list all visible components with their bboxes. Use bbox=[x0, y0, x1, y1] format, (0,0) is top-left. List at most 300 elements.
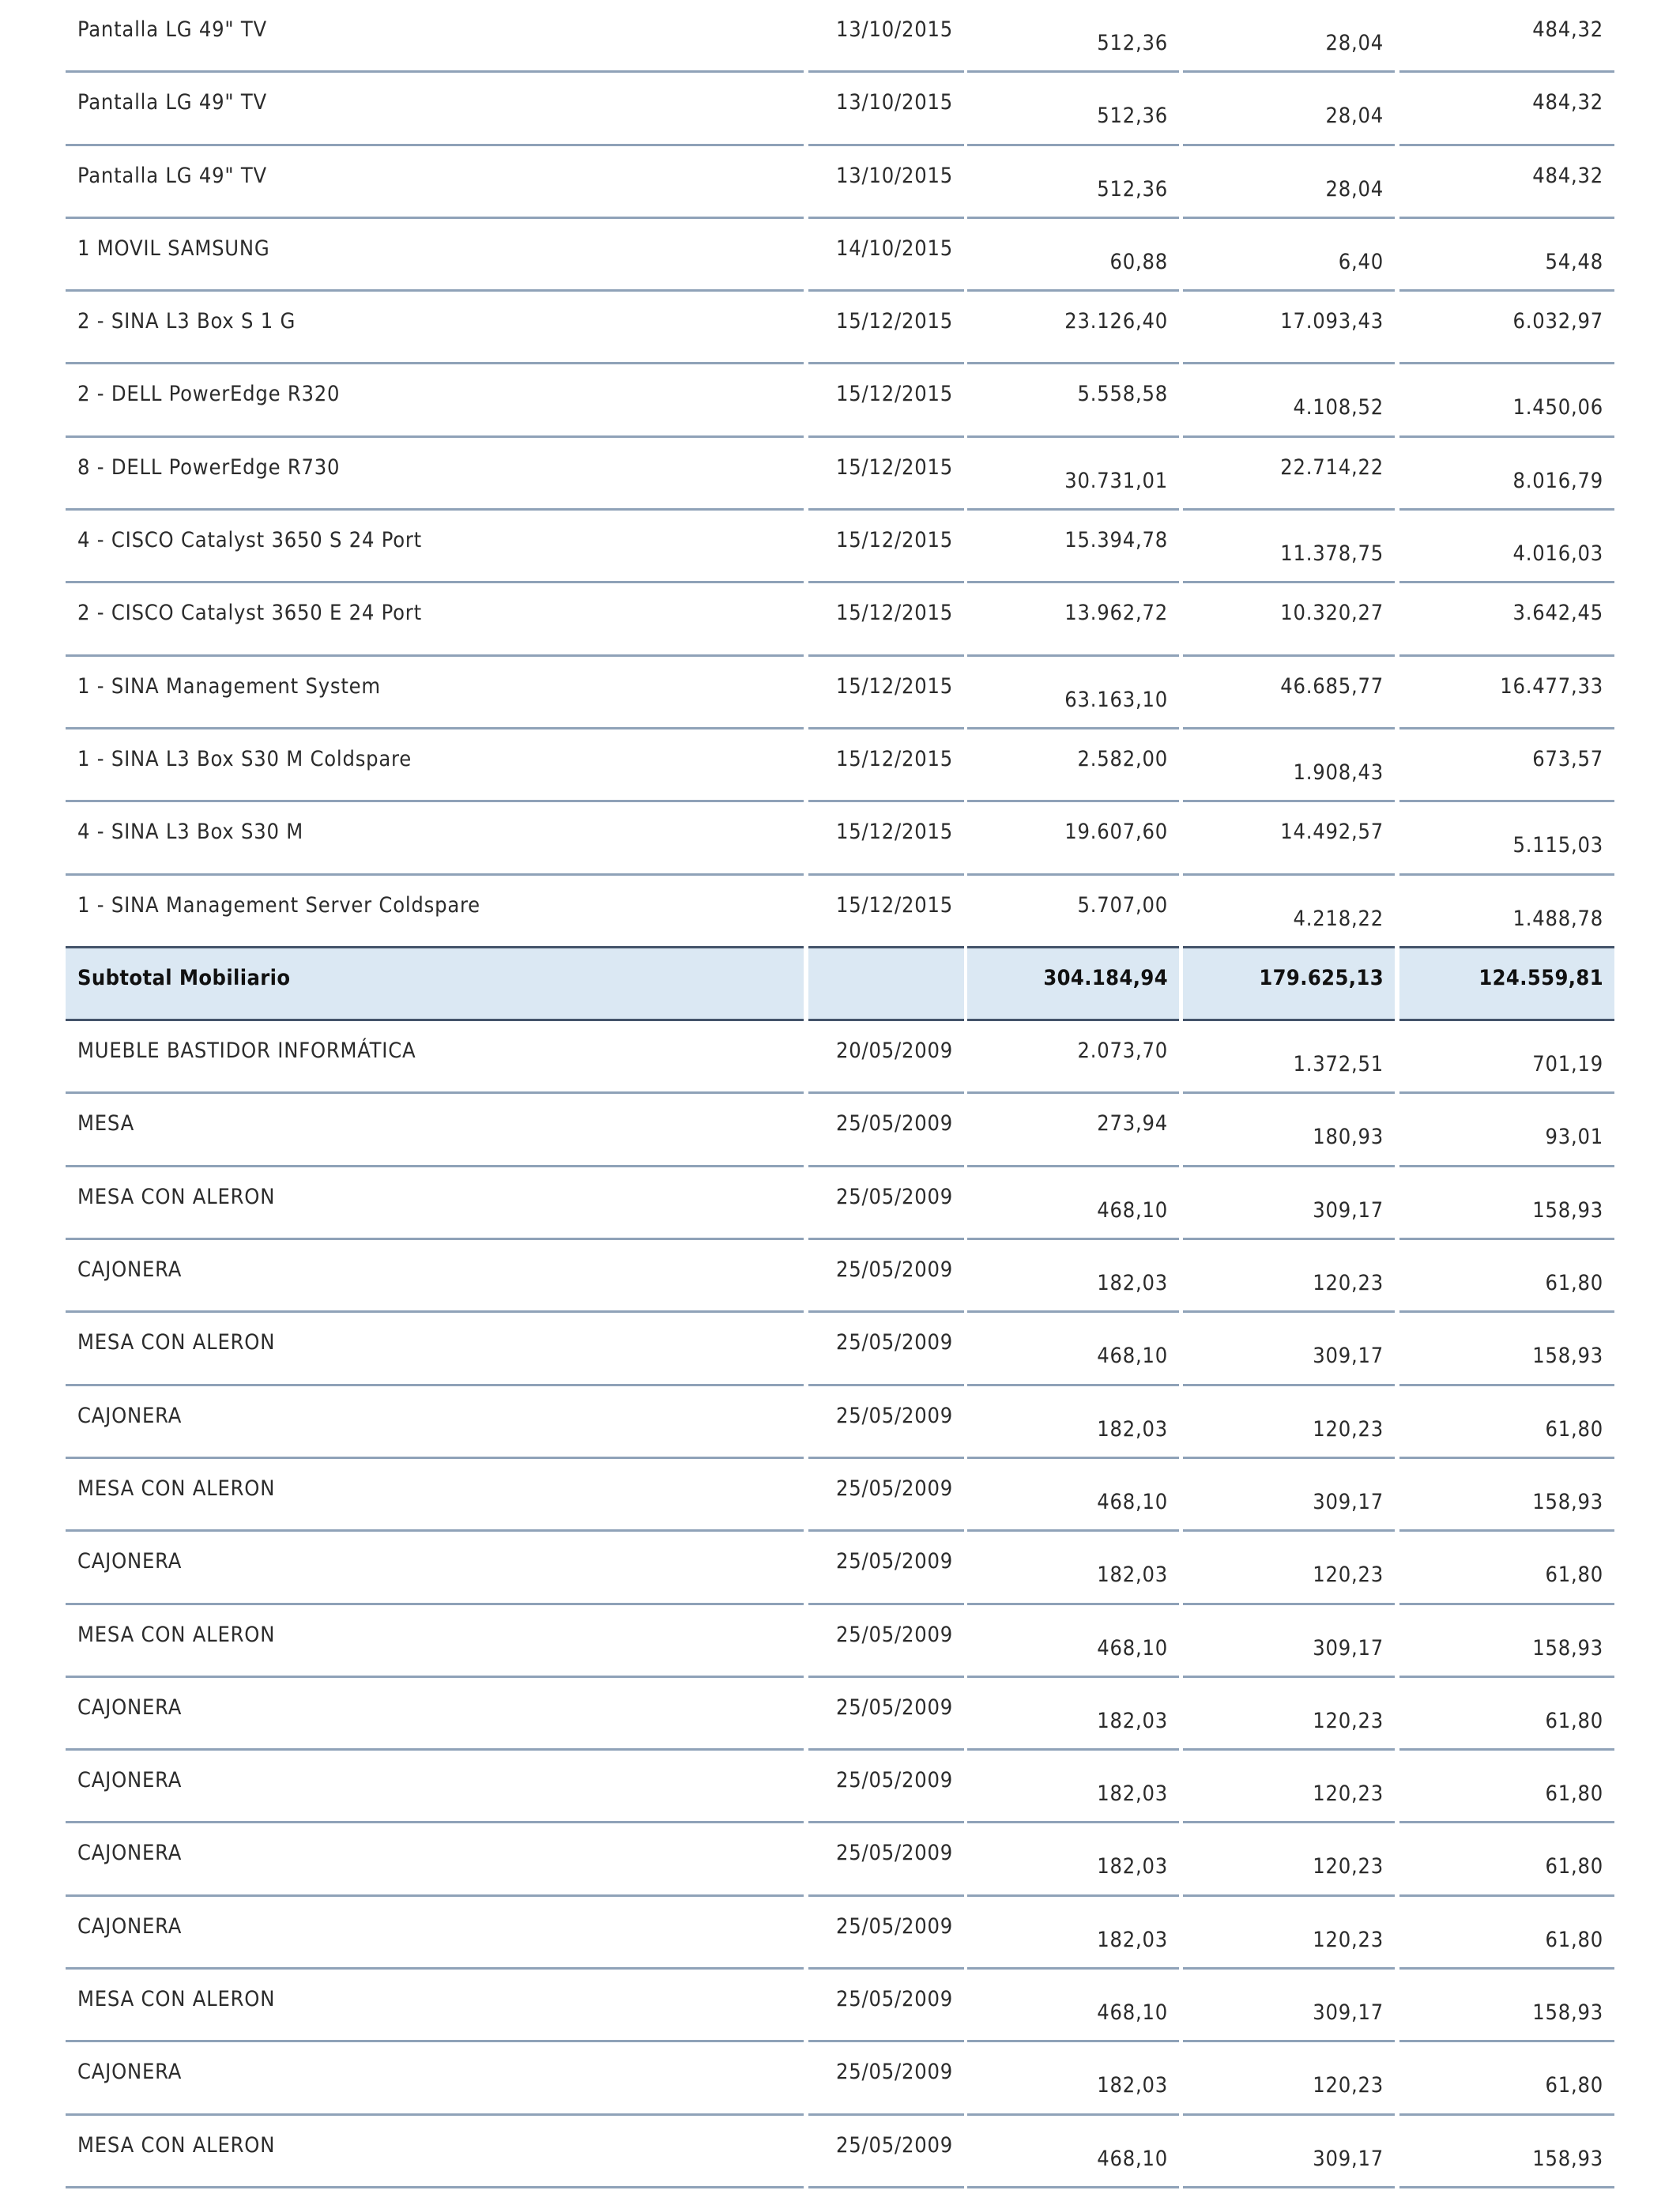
gross-value-text: 2.582,00 bbox=[1077, 746, 1168, 771]
net-value-cell bbox=[1399, 876, 1614, 948]
depreciation-cell bbox=[1183, 219, 1395, 292]
date-text: 25/05/2009 bbox=[836, 1768, 953, 1793]
gross-value-cell bbox=[967, 2116, 1179, 2188]
gross-value-cell bbox=[967, 802, 1179, 875]
gross-value-text: 15.394,78 bbox=[1064, 528, 1168, 553]
net-value-cell bbox=[1399, 2042, 1614, 2115]
date-cell bbox=[808, 219, 964, 292]
gross-value-cell bbox=[967, 1823, 1179, 1896]
description-text: MESA CON ALERON bbox=[77, 2132, 276, 2158]
depreciation-cell bbox=[1183, 2116, 1395, 2188]
date-text: 25/05/2009 bbox=[836, 1695, 953, 1720]
net-value-text: 61,80 bbox=[1545, 1271, 1603, 1296]
net-value-text: 484,32 bbox=[1532, 90, 1603, 115]
description-text: MESA CON ALERON bbox=[77, 1330, 276, 1355]
description-text: CAJONERA bbox=[77, 1549, 183, 1574]
net-value-cell bbox=[1399, 1532, 1614, 1604]
table-row bbox=[66, 146, 1614, 219]
net-value-cell bbox=[1399, 292, 1614, 364]
gross-value-text: 468,10 bbox=[1097, 1344, 1168, 1369]
depreciation-text: 120,23 bbox=[1313, 1563, 1384, 1588]
net-value-cell bbox=[1399, 1678, 1614, 1751]
date-text: 15/12/2015 bbox=[836, 673, 953, 699]
depreciation-cell bbox=[1183, 146, 1395, 219]
date-cell bbox=[808, 1678, 964, 1751]
table-row bbox=[66, 729, 1614, 802]
date-text: 15/12/2015 bbox=[836, 601, 953, 626]
net-value-cell bbox=[1399, 1240, 1614, 1313]
date-cell bbox=[808, 0, 964, 73]
gross-value-text: 512,36 bbox=[1097, 176, 1168, 202]
gross-value-cell bbox=[967, 1313, 1179, 1385]
date-cell bbox=[808, 1823, 964, 1896]
description-text: 1 MOVIL SAMSUNG bbox=[77, 236, 270, 261]
gross-value-cell bbox=[967, 1094, 1179, 1167]
date-text: 25/05/2009 bbox=[836, 1913, 953, 1939]
gross-value-cell bbox=[967, 438, 1179, 511]
net-value-text: 61,80 bbox=[1545, 1563, 1603, 1588]
gross-value-cell bbox=[967, 219, 1179, 292]
table-row bbox=[66, 1751, 1614, 1823]
description-text: 1 - SINA Management Server Coldspare bbox=[77, 892, 480, 918]
net-value-cell bbox=[1399, 729, 1614, 802]
gross-value-cell bbox=[967, 1532, 1179, 1604]
description-text: Subtotal Mobiliario bbox=[77, 965, 291, 990]
gross-value-text: 13.962,72 bbox=[1064, 601, 1168, 626]
net-value-cell bbox=[1399, 1605, 1614, 1678]
net-value-text: 1.450,06 bbox=[1512, 395, 1603, 420]
description-text: 4 - CISCO Catalyst 3650 S 24 Port bbox=[77, 528, 422, 553]
depreciation-text: 120,23 bbox=[1313, 1708, 1384, 1733]
description-cell bbox=[66, 1021, 804, 1094]
description-cell bbox=[66, 729, 804, 802]
gross-value-cell bbox=[967, 1605, 1179, 1678]
net-value-text: 8.016,79 bbox=[1512, 468, 1603, 493]
table-row bbox=[66, 1240, 1614, 1313]
gross-value-cell bbox=[967, 1240, 1179, 1313]
table-row bbox=[66, 438, 1614, 511]
depreciation-cell bbox=[1183, 1459, 1395, 1532]
table-row bbox=[66, 1021, 1614, 1094]
gross-value-cell bbox=[967, 657, 1179, 729]
depreciation-text: 120,23 bbox=[1313, 1781, 1384, 1807]
date-cell bbox=[808, 511, 964, 583]
depreciation-text: 179.625,13 bbox=[1259, 965, 1384, 990]
description-text: MESA CON ALERON bbox=[77, 1622, 276, 1647]
table-row bbox=[66, 219, 1614, 292]
description-text: CAJONERA bbox=[77, 1768, 183, 1793]
description-text: CAJONERA bbox=[77, 1841, 183, 1866]
depreciation-cell bbox=[1183, 1532, 1395, 1604]
description-text: CAJONERA bbox=[77, 2060, 183, 2085]
description-cell bbox=[66, 0, 804, 73]
date-cell bbox=[808, 146, 964, 219]
description-text: 2 - DELL PowerEdge R320 bbox=[77, 382, 341, 407]
date-cell bbox=[808, 1313, 964, 1385]
date-cell bbox=[808, 657, 964, 729]
net-value-text: 158,93 bbox=[1532, 1197, 1603, 1223]
description-cell bbox=[66, 1970, 804, 2042]
date-text: 25/05/2009 bbox=[836, 2132, 953, 2158]
depreciation-text: 10.320,27 bbox=[1280, 601, 1384, 626]
depreciation-text: 6,40 bbox=[1338, 249, 1384, 274]
description-cell bbox=[66, 2042, 804, 2115]
gross-value-cell bbox=[967, 1386, 1179, 1459]
table-row bbox=[66, 292, 1614, 364]
depreciation-cell bbox=[1183, 1313, 1395, 1385]
date-text: 25/05/2009 bbox=[836, 1841, 953, 1866]
gross-value-cell bbox=[967, 729, 1179, 802]
net-value-cell bbox=[1399, 583, 1614, 656]
table-row bbox=[66, 1459, 1614, 1532]
net-value-text: 54,48 bbox=[1545, 249, 1603, 274]
date-cell bbox=[808, 729, 964, 802]
gross-value-text: 468,10 bbox=[1097, 1489, 1168, 1514]
net-value-cell bbox=[1399, 1021, 1614, 1094]
table-row bbox=[66, 583, 1614, 656]
gross-value-text: 5.558,58 bbox=[1077, 382, 1168, 407]
description-cell bbox=[66, 1605, 804, 1678]
description-cell bbox=[66, 657, 804, 729]
gross-value-text: 182,03 bbox=[1097, 1708, 1168, 1733]
description-text: CAJONERA bbox=[77, 1695, 183, 1720]
net-value-cell bbox=[1399, 364, 1614, 437]
date-text: 25/05/2009 bbox=[836, 1330, 953, 1355]
table-row bbox=[66, 1094, 1614, 1167]
gross-value-cell bbox=[967, 1897, 1179, 1970]
description-cell bbox=[66, 219, 804, 292]
description-cell bbox=[66, 1823, 804, 1896]
depreciation-text: 120,23 bbox=[1313, 1416, 1384, 1442]
description-text: MESA CON ALERON bbox=[77, 1987, 276, 2012]
date-text: 15/12/2015 bbox=[836, 309, 953, 334]
date-cell bbox=[808, 1751, 964, 1823]
description-cell bbox=[66, 438, 804, 511]
depreciation-text: 309,17 bbox=[1313, 1635, 1384, 1661]
date-cell bbox=[808, 1167, 964, 1240]
date-text: 15/12/2015 bbox=[836, 892, 953, 918]
net-value-text: 701,19 bbox=[1532, 1052, 1603, 1077]
table-row bbox=[66, 1386, 1614, 1459]
date-cell bbox=[808, 292, 964, 364]
depreciation-cell bbox=[1183, 511, 1395, 583]
gross-value-text: 304.184,94 bbox=[1043, 965, 1168, 990]
depreciation-text: 28,04 bbox=[1325, 31, 1384, 55]
table-row bbox=[66, 1970, 1614, 2042]
gross-value-text: 468,10 bbox=[1097, 1635, 1168, 1661]
date-text: 15/12/2015 bbox=[836, 454, 953, 480]
depreciation-cell bbox=[1183, 1970, 1395, 2042]
description-text: 2 - SINA L3 Box S 1 G bbox=[77, 309, 296, 334]
depreciation-text: 28,04 bbox=[1325, 104, 1384, 129]
date-text: 25/05/2009 bbox=[836, 1987, 953, 2012]
net-value-text: 1.488,78 bbox=[1512, 906, 1603, 931]
date-text: 13/10/2015 bbox=[836, 90, 953, 115]
gross-value-text: 512,36 bbox=[1097, 104, 1168, 129]
date-cell bbox=[808, 1897, 964, 1970]
net-value-cell bbox=[1399, 511, 1614, 583]
table-row bbox=[66, 802, 1614, 875]
net-value-cell bbox=[1399, 1313, 1614, 1385]
gross-value-text: 182,03 bbox=[1097, 1927, 1168, 1952]
net-value-cell bbox=[1399, 1823, 1614, 1896]
depreciation-cell bbox=[1183, 2042, 1395, 2115]
description-text: Pantalla LG 49" TV bbox=[77, 163, 267, 188]
depreciation-text: 309,17 bbox=[1313, 2000, 1384, 2026]
depreciation-text: 11.378,75 bbox=[1280, 541, 1384, 567]
date-cell bbox=[808, 438, 964, 511]
date-cell bbox=[808, 802, 964, 875]
depreciation-cell bbox=[1183, 1751, 1395, 1823]
date-text: 25/05/2009 bbox=[836, 2060, 953, 2085]
date-cell bbox=[808, 73, 964, 145]
description-cell bbox=[66, 1751, 804, 1823]
description-text: Pantalla LG 49" TV bbox=[77, 90, 267, 115]
description-cell bbox=[66, 802, 804, 875]
description-cell bbox=[66, 948, 804, 1021]
net-value-cell bbox=[1399, 1459, 1614, 1532]
date-cell bbox=[808, 1970, 964, 2042]
date-cell bbox=[808, 2042, 964, 2115]
description-cell bbox=[66, 1240, 804, 1313]
depreciation-text: 14.492,57 bbox=[1280, 820, 1384, 845]
gross-value-text: 182,03 bbox=[1097, 1563, 1168, 1588]
date-cell bbox=[808, 1240, 964, 1313]
gross-value-cell bbox=[967, 146, 1179, 219]
table-row bbox=[66, 1313, 1614, 1385]
gross-value-cell bbox=[967, 1751, 1179, 1823]
depreciation-cell bbox=[1183, 729, 1395, 802]
depreciation-cell bbox=[1183, 1605, 1395, 1678]
net-value-cell bbox=[1399, 802, 1614, 875]
description-text: Pantalla LG 49" TV bbox=[77, 17, 267, 42]
table-row bbox=[66, 1532, 1614, 1604]
gross-value-cell bbox=[967, 1167, 1179, 1240]
date-text: 25/05/2009 bbox=[836, 1549, 953, 1574]
net-value-text: 4.016,03 bbox=[1512, 541, 1603, 567]
table-row bbox=[66, 73, 1614, 145]
date-cell bbox=[808, 1021, 964, 1094]
net-value-cell bbox=[1399, 1094, 1614, 1167]
net-value-text: 124.559,81 bbox=[1478, 965, 1603, 990]
description-text: 4 - SINA L3 Box S30 M bbox=[77, 820, 303, 845]
description-cell bbox=[66, 1897, 804, 1970]
table-row bbox=[66, 657, 1614, 729]
depreciation-text: 17.093,43 bbox=[1280, 309, 1384, 334]
depreciation-text: 120,23 bbox=[1313, 1271, 1384, 1296]
description-cell bbox=[66, 1167, 804, 1240]
date-cell bbox=[808, 1605, 964, 1678]
gross-value-cell bbox=[967, 73, 1179, 145]
date-cell bbox=[808, 948, 964, 1021]
depreciation-text: 4.218,22 bbox=[1293, 906, 1384, 931]
gross-value-text: 468,10 bbox=[1097, 1197, 1168, 1223]
net-value-text: 16.477,33 bbox=[1500, 673, 1603, 699]
gross-value-text: 23.126,40 bbox=[1064, 309, 1168, 334]
gross-value-text: 182,03 bbox=[1097, 1781, 1168, 1807]
description-cell bbox=[66, 1313, 804, 1385]
date-cell bbox=[808, 1459, 964, 1532]
net-value-text: 3.642,45 bbox=[1512, 601, 1603, 626]
date-cell bbox=[808, 1386, 964, 1459]
net-value-text: 484,32 bbox=[1532, 17, 1603, 42]
gross-value-text: 182,03 bbox=[1097, 1271, 1168, 1296]
depreciation-cell bbox=[1183, 657, 1395, 729]
gross-value-text: 182,03 bbox=[1097, 1416, 1168, 1442]
net-value-text: 61,80 bbox=[1545, 2073, 1603, 2098]
gross-value-cell bbox=[967, 1021, 1179, 1094]
net-value-cell bbox=[1399, 2116, 1614, 2188]
net-value-cell bbox=[1399, 1970, 1614, 2042]
gross-value-cell bbox=[967, 1970, 1179, 2042]
net-value-text: 6.032,97 bbox=[1512, 309, 1603, 334]
gross-value-cell bbox=[967, 364, 1179, 437]
date-text: 15/12/2015 bbox=[836, 528, 953, 553]
gross-value-cell bbox=[967, 948, 1179, 1021]
depreciation-cell bbox=[1183, 583, 1395, 656]
table-row bbox=[66, 1605, 1614, 1678]
date-text: 25/05/2009 bbox=[836, 1476, 953, 1501]
table-row bbox=[66, 1167, 1614, 1240]
net-value-text: 158,93 bbox=[1532, 1344, 1603, 1369]
gross-value-cell bbox=[967, 1678, 1179, 1751]
subtotal-row bbox=[66, 948, 1614, 1021]
date-text: 25/05/2009 bbox=[836, 1111, 953, 1137]
net-value-text: 673,57 bbox=[1532, 746, 1603, 771]
net-value-text: 61,80 bbox=[1545, 1708, 1603, 1733]
gross-value-cell bbox=[967, 2042, 1179, 2115]
gross-value-text: 19.607,60 bbox=[1064, 820, 1168, 845]
description-text: MUEBLE BASTIDOR INFORMÁTICA bbox=[77, 1039, 416, 1064]
table-row bbox=[66, 1823, 1614, 1896]
net-value-text: 61,80 bbox=[1545, 1927, 1603, 1952]
description-text: 1 - SINA Management System bbox=[77, 673, 381, 699]
depreciation-cell bbox=[1183, 1678, 1395, 1751]
gross-value-text: 182,03 bbox=[1097, 1854, 1168, 1879]
gross-value-cell bbox=[967, 583, 1179, 656]
date-cell bbox=[808, 1532, 964, 1604]
net-value-text: 93,01 bbox=[1545, 1125, 1603, 1150]
depreciation-text: 120,23 bbox=[1313, 2073, 1384, 2098]
date-text: 25/05/2009 bbox=[836, 1403, 953, 1428]
date-text: 20/05/2009 bbox=[836, 1039, 953, 1064]
date-text: 25/05/2009 bbox=[836, 1622, 953, 1647]
depreciation-cell bbox=[1183, 802, 1395, 875]
depreciation-cell bbox=[1183, 1386, 1395, 1459]
depreciation-text: 309,17 bbox=[1313, 1489, 1384, 1514]
depreciation-cell bbox=[1183, 292, 1395, 364]
depreciation-text: 46.685,77 bbox=[1280, 673, 1384, 699]
description-text: CAJONERA bbox=[77, 1403, 183, 1428]
gross-value-cell bbox=[967, 292, 1179, 364]
net-value-cell bbox=[1399, 0, 1614, 73]
depreciation-text: 309,17 bbox=[1313, 1197, 1384, 1223]
date-text: 13/10/2015 bbox=[836, 163, 953, 188]
depreciation-cell bbox=[1183, 1094, 1395, 1167]
description-cell bbox=[66, 73, 804, 145]
description-cell bbox=[66, 292, 804, 364]
date-cell bbox=[808, 876, 964, 948]
date-text: 25/05/2009 bbox=[836, 1257, 953, 1283]
depreciation-text: 22.714,22 bbox=[1280, 454, 1384, 480]
depreciation-cell bbox=[1183, 876, 1395, 948]
gross-value-text: 512,36 bbox=[1097, 31, 1168, 55]
depreciation-text: 180,93 bbox=[1313, 1125, 1384, 1150]
depreciation-cell bbox=[1183, 73, 1395, 145]
date-text: 14/10/2015 bbox=[836, 236, 953, 261]
description-cell bbox=[66, 1459, 804, 1532]
depreciation-cell bbox=[1183, 1823, 1395, 1896]
table-row bbox=[66, 876, 1614, 948]
description-cell bbox=[66, 146, 804, 219]
net-value-cell bbox=[1399, 1386, 1614, 1459]
gross-value-cell bbox=[967, 0, 1179, 73]
table-row bbox=[66, 2042, 1614, 2115]
gross-value-cell bbox=[967, 1459, 1179, 1532]
date-text: 25/05/2009 bbox=[836, 1184, 953, 1209]
description-text: 8 - DELL PowerEdge R730 bbox=[77, 454, 341, 480]
net-value-cell bbox=[1399, 219, 1614, 292]
description-cell bbox=[66, 583, 804, 656]
description-cell bbox=[66, 876, 804, 948]
description-cell bbox=[66, 1386, 804, 1459]
description-cell bbox=[66, 364, 804, 437]
net-value-text: 158,93 bbox=[1532, 2146, 1603, 2171]
net-value-text: 5.115,03 bbox=[1512, 833, 1603, 858]
net-value-text: 158,93 bbox=[1532, 1635, 1603, 1661]
net-value-text: 158,93 bbox=[1532, 1489, 1603, 1514]
depreciation-cell bbox=[1183, 0, 1395, 73]
description-text: CAJONERA bbox=[77, 1913, 183, 1939]
date-cell bbox=[808, 364, 964, 437]
depreciation-cell bbox=[1183, 1240, 1395, 1313]
description-cell bbox=[66, 511, 804, 583]
net-value-cell bbox=[1399, 657, 1614, 729]
depreciation-text: 120,23 bbox=[1313, 1854, 1384, 1879]
net-value-cell bbox=[1399, 1897, 1614, 1970]
date-text: 13/10/2015 bbox=[836, 17, 953, 42]
date-cell bbox=[808, 1094, 964, 1167]
table-row bbox=[66, 511, 1614, 583]
table-row bbox=[66, 1678, 1614, 1751]
description-text: MESA CON ALERON bbox=[77, 1476, 276, 1501]
gross-value-text: 2.073,70 bbox=[1077, 1039, 1168, 1064]
net-value-text: 61,80 bbox=[1545, 1416, 1603, 1442]
description-text: MESA CON ALERON bbox=[77, 1184, 276, 1209]
depreciation-cell bbox=[1183, 948, 1395, 1021]
date-text: 15/12/2015 bbox=[836, 382, 953, 407]
gross-value-text: 468,10 bbox=[1097, 2146, 1168, 2171]
depreciation-text: 4.108,52 bbox=[1293, 395, 1384, 420]
depreciation-cell bbox=[1183, 1021, 1395, 1094]
net-value-text: 61,80 bbox=[1545, 1854, 1603, 1879]
net-value-cell bbox=[1399, 1167, 1614, 1240]
depreciation-cell bbox=[1183, 364, 1395, 437]
depreciation-cell bbox=[1183, 438, 1395, 511]
table-row bbox=[66, 364, 1614, 437]
description-cell bbox=[66, 1532, 804, 1604]
net-value-cell bbox=[1399, 438, 1614, 511]
gross-value-cell bbox=[967, 511, 1179, 583]
gross-value-text: 182,03 bbox=[1097, 2073, 1168, 2098]
description-text: 1 - SINA L3 Box S30 M Coldspare bbox=[77, 746, 412, 771]
net-value-cell bbox=[1399, 1751, 1614, 1823]
depreciation-text: 120,23 bbox=[1313, 1927, 1384, 1952]
table-row bbox=[66, 1897, 1614, 1970]
description-text: MESA bbox=[77, 1111, 135, 1137]
net-value-cell bbox=[1399, 73, 1614, 145]
description-cell bbox=[66, 2116, 804, 2188]
